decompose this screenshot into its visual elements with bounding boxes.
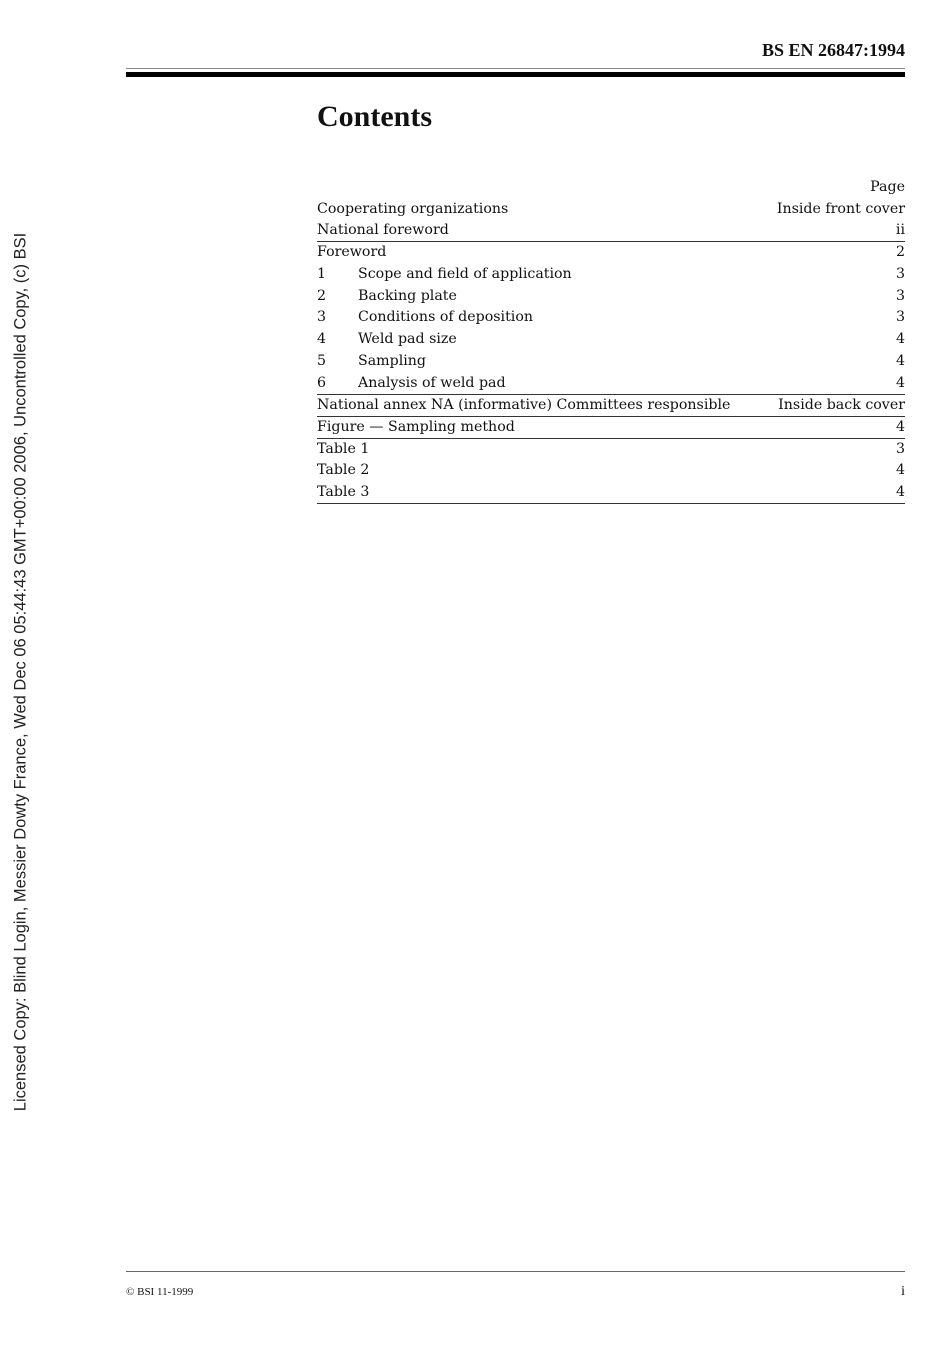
- page-title: Contents: [317, 100, 433, 133]
- toc-entry-label: Cooperating organizations: [317, 200, 509, 217]
- page-number: i: [901, 1284, 905, 1299]
- toc-entry-label: Table 2: [317, 462, 370, 479]
- toc-entry[interactable]: [317, 220, 905, 242]
- toc-entry-label: Table 1: [317, 440, 370, 457]
- toc-entry-page: ii: [895, 222, 905, 239]
- header-rule-thick: [126, 72, 905, 77]
- document-id: BS EN 26847:1994: [761, 40, 905, 60]
- toc-entry-page: 4: [895, 462, 905, 479]
- toc-entry-page: 4: [895, 418, 905, 435]
- table-of-contents: [317, 177, 905, 504]
- toc-entry-page: 3: [895, 266, 905, 283]
- toc-entry-number: 5: [317, 352, 327, 369]
- toc-entry[interactable]: [317, 329, 905, 351]
- toc-entry-label: National annex NA (informative) Committees responsible: [317, 396, 731, 413]
- toc-entry-label: Conditions of deposition: [358, 309, 534, 326]
- toc-entry[interactable]: [317, 417, 905, 439]
- toc-entry[interactable]: [317, 395, 905, 417]
- toc-entry[interactable]: [317, 307, 905, 329]
- license-watermark: Licensed Copy: Blind Login, Messier Dowty France, Wed Dec 06 05:44:43 GMT+00:00 2006, Uncontrolled Copy, (c) BSI: [11, 232, 30, 1112]
- toc-entry-page: 3: [895, 440, 905, 457]
- toc-entry-page: 4: [895, 483, 905, 500]
- toc-entry[interactable]: [317, 439, 905, 461]
- toc-entry-page: 3: [895, 287, 905, 304]
- toc-entry-label: Figure — Sampling method: [317, 418, 515, 435]
- copyright: © BSI 11-1999: [126, 1286, 194, 1298]
- page-column-header: Page: [870, 179, 905, 195]
- toc-entry-number: 6: [317, 374, 327, 391]
- toc-entry-label: Weld pad size: [358, 331, 457, 348]
- toc-entry-number: 1: [317, 266, 327, 283]
- toc-entry[interactable]: [317, 351, 905, 373]
- toc-entry-page: Inside back cover: [778, 396, 905, 413]
- toc-entry-label: Foreword: [317, 244, 387, 261]
- header-rule-thin: [126, 68, 905, 69]
- toc-entry-label: Table 3: [317, 483, 370, 500]
- toc-header-row: [317, 177, 905, 199]
- toc-entry-label: Sampling: [358, 352, 427, 369]
- toc-entry-page: 4: [895, 374, 905, 391]
- toc-entry-page: Inside front cover: [776, 200, 905, 217]
- toc-entry-label: Analysis of weld pad: [358, 374, 506, 391]
- toc-entry-label: National foreword: [317, 222, 449, 239]
- toc-entry[interactable]: [317, 242, 905, 264]
- toc-entry-number: 2: [317, 287, 327, 304]
- toc-entry-label: Scope and field of application: [358, 266, 572, 283]
- toc-entry[interactable]: [317, 460, 905, 482]
- toc-entry-page: 3: [895, 309, 905, 326]
- toc-entry[interactable]: [317, 264, 905, 286]
- toc-entry[interactable]: [317, 482, 905, 504]
- toc-entry-number: 3: [317, 309, 327, 326]
- toc-entry-page: 4: [895, 352, 905, 369]
- toc-entry-page: 2: [895, 244, 905, 261]
- toc-entry[interactable]: [317, 286, 905, 308]
- toc-entry[interactable]: [317, 373, 905, 395]
- toc-entry[interactable]: [317, 199, 905, 221]
- toc-entry-number: 4: [317, 331, 327, 348]
- toc-entry-label: Backing plate: [358, 287, 457, 304]
- footer-rule: [126, 1271, 905, 1272]
- toc-entry-page: 4: [895, 331, 905, 348]
